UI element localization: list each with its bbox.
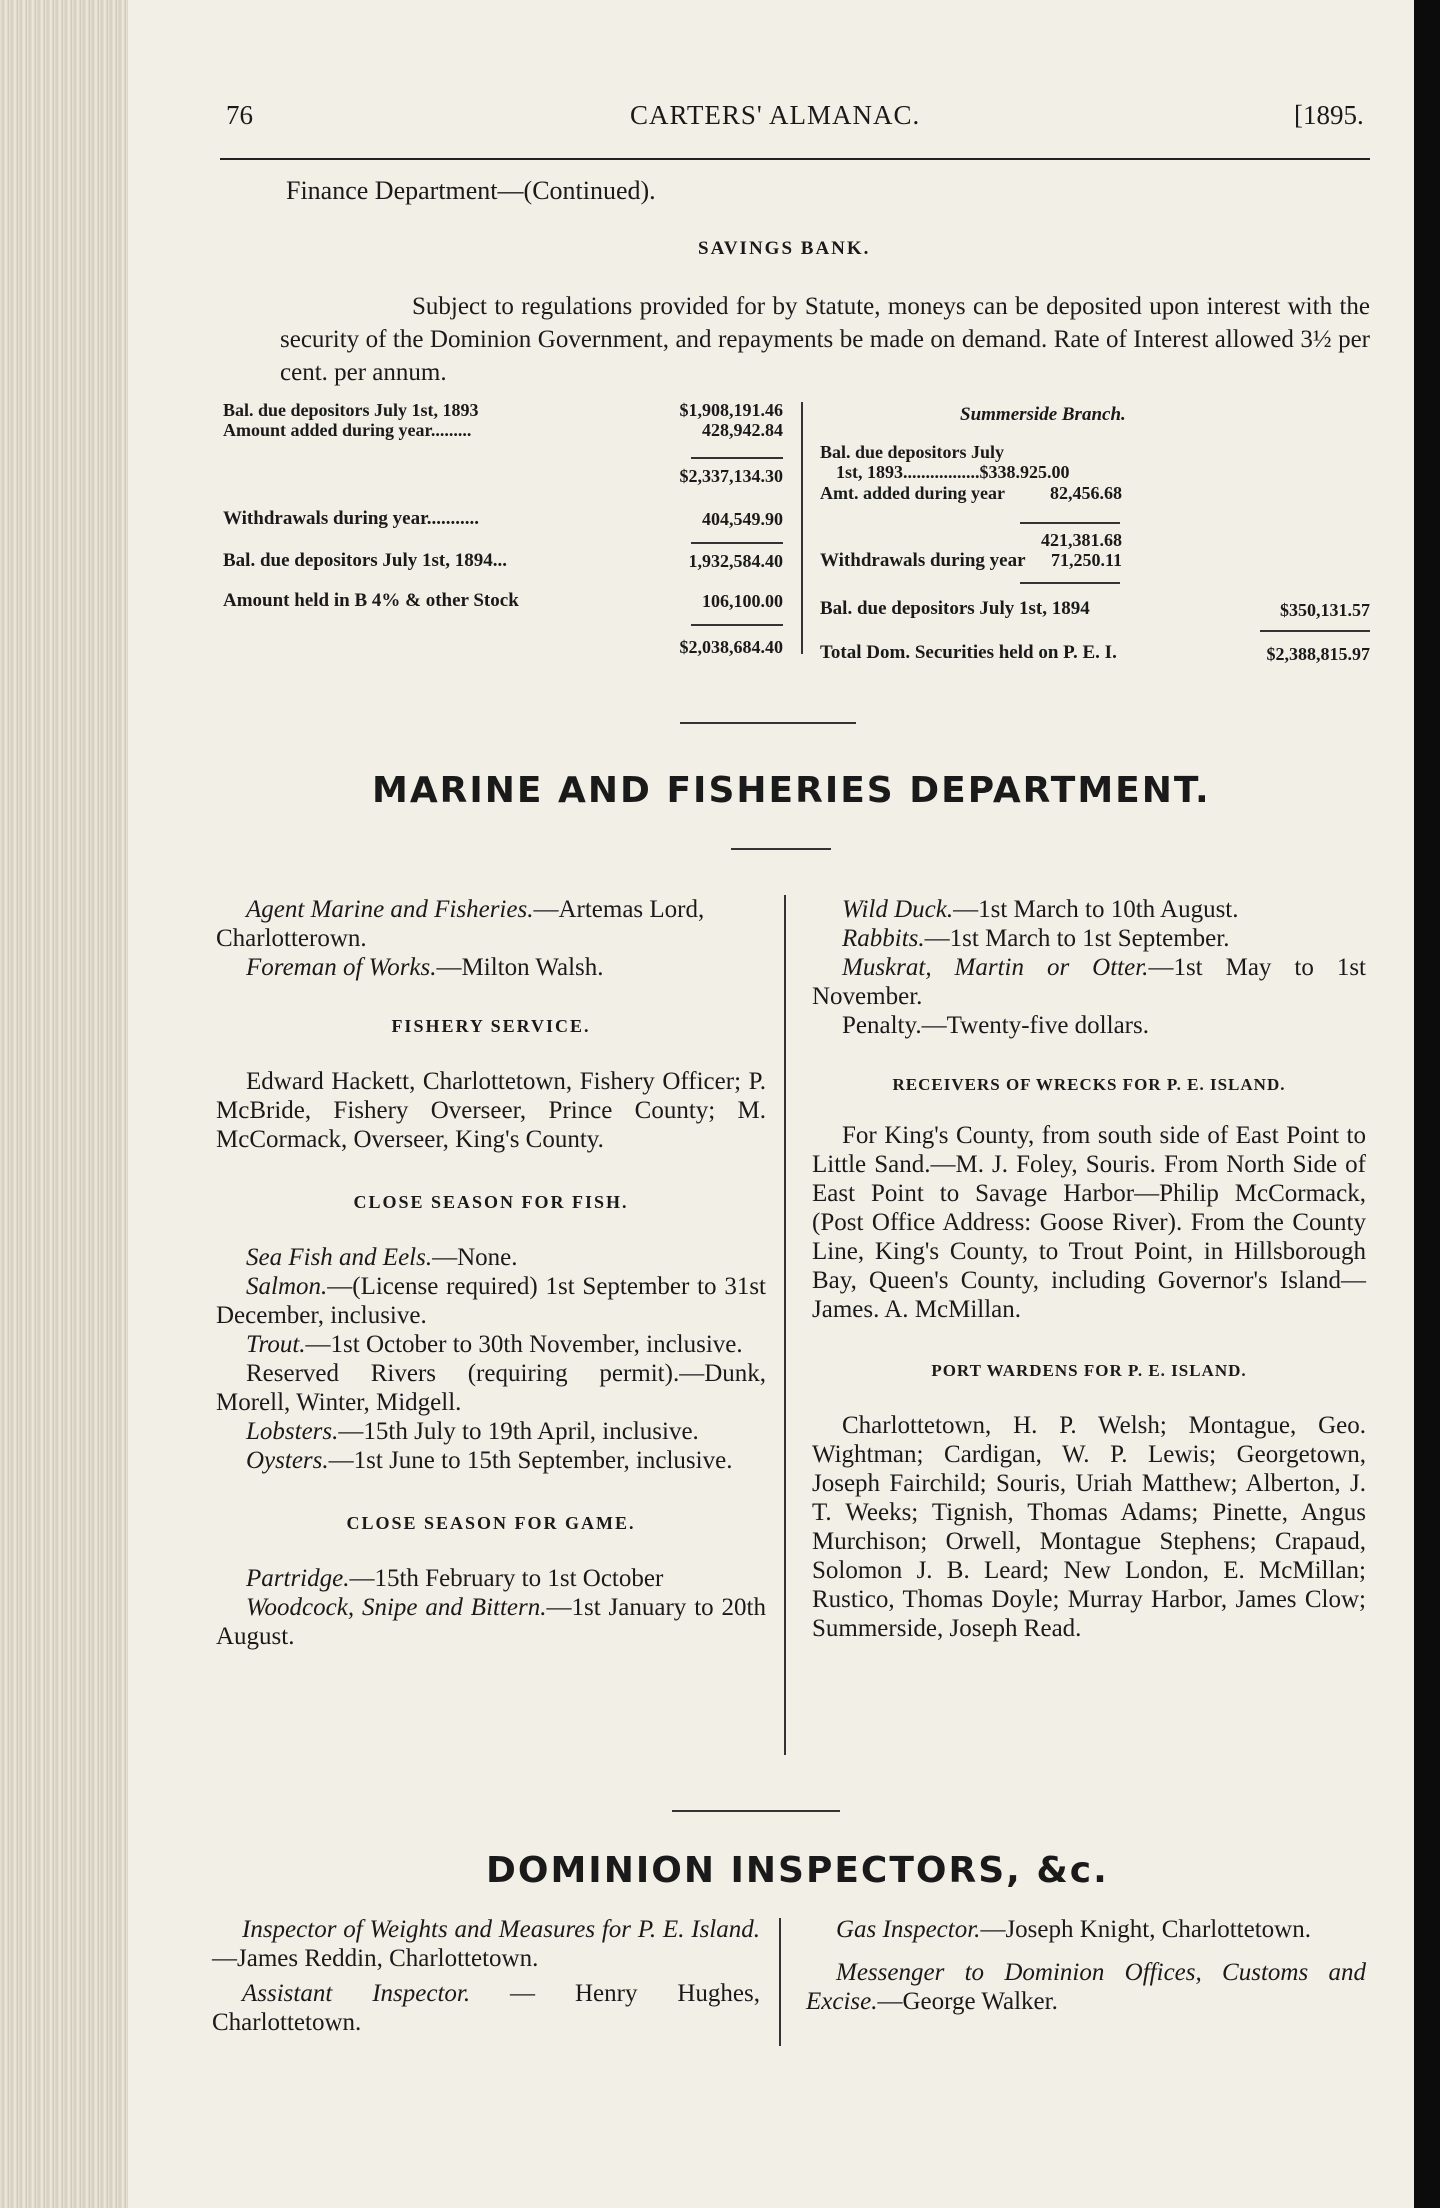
- summerside-title: Summerside Branch.: [960, 404, 1126, 425]
- officer-name: —Joseph Knight, Charlottetown.: [980, 1916, 1311, 1943]
- ledger-amount: 428,942.84: [702, 420, 783, 440]
- office-title: Inspector of Weights and Measures for P. E. Island.: [242, 1916, 760, 1943]
- game-species: Partridge.: [246, 1565, 350, 1592]
- inspector-entry: [806, 1958, 1366, 2016]
- officer-name: —James Reddin, Charlottetown.: [212, 1945, 539, 1972]
- fish-season: —1st June to 15th September, inclusive.: [328, 1447, 733, 1474]
- ledger-label: 1st, 1893.................$338.925.00: [836, 462, 1070, 482]
- office-title: Messenger to Dominion Offices, Customs and Excise.: [806, 1959, 1366, 2015]
- ledger-amount: $2,337,134.30: [679, 466, 783, 486]
- game-entry: [812, 895, 1366, 924]
- ledger-amount: 82,456.68: [1050, 483, 1122, 503]
- receivers-of-wrecks-heading: RECEIVERS OF WRECKS FOR P. E. ISLAND.: [892, 1075, 1286, 1094]
- fish-species: Lobsters.: [246, 1418, 339, 1445]
- fish-entry: [216, 1272, 766, 1330]
- savings-bank-heading: SAVINGS BANK.: [698, 238, 871, 259]
- ledger-label: Withdrawals during year: [820, 550, 1026, 571]
- game-species: Rabbits.: [842, 925, 925, 952]
- receivers-of-wrecks-text: For King's County, from south side of East Point to Little Sand.—M. J. Foley, Souris. From North Side of East Point to Savage Harbor—Philip McCormack, (Post Office Address: Goose River). From the County Line, King's County, to Trout Point, in Hillsborough Bay, Queen's County, including Governor's Island—James. A. McMillan.: [812, 1122, 1366, 1323]
- scan-background: [1414, 0, 1440, 2208]
- fishery-service-heading: FISHERY SERVICE.: [391, 1016, 591, 1036]
- game-species: Muskrat, Martin or Otter.: [842, 954, 1149, 981]
- ledger-label: Amount added during year.........: [223, 420, 472, 440]
- game-entry: [216, 1593, 766, 1651]
- marine-heading: MARINE AND FISHERIES DEPARTMENT.: [372, 770, 1211, 811]
- ledger-amount: 421,381.68: [1041, 530, 1122, 550]
- ledger-label: Bal. due depositors July: [820, 442, 1005, 462]
- agent-name: —Artemas Lord, Charlotterown.: [216, 896, 705, 952]
- ledger-label: Amt. added during year: [820, 483, 1006, 503]
- game-entry: [812, 953, 1366, 1011]
- savings-ledger-left: [223, 400, 783, 670]
- inspector-entry: [806, 1915, 1366, 1944]
- office-title: Assistant Inspector.: [242, 1980, 471, 2007]
- foreman-name: —Milton Walsh.: [436, 954, 604, 981]
- header-rule: [220, 158, 1370, 160]
- fish-season: —15th July to 19th April, inclusive.: [338, 1418, 699, 1445]
- ledger-divider: [801, 402, 803, 654]
- foreman-title: Foreman of Works.: [246, 954, 437, 981]
- running-title: CARTERS' ALMANAC.: [630, 100, 921, 130]
- ledger-label: Amount held in B 4% & other Stock: [223, 590, 519, 611]
- fish-season: —None.: [432, 1244, 518, 1271]
- ledger-rule: [691, 624, 783, 626]
- game-season: —1st March to 10th August.: [953, 896, 1239, 923]
- ledger-rule: [1260, 630, 1370, 632]
- fish-season: —(License required) 1st September to 31st December, inclusive.: [216, 1273, 766, 1329]
- fish-species: Trout.: [246, 1331, 306, 1358]
- savings-intro: Subject to regulations provided for by Statute, moneys can be deposited upon interest with the security of the Dominion Government, and repayments be made on demand. Rate of Interest allowed 3½ per cent. per annum.: [280, 293, 1370, 386]
- section-separator: [672, 1810, 840, 1812]
- ledger-amount: $2,038,684.40: [679, 637, 783, 657]
- section-separator: [680, 722, 856, 724]
- dominion-right-column: [806, 1915, 1366, 2016]
- fish-season: —1st October to 30th November, inclusive.: [305, 1331, 743, 1358]
- officer-name: — Henry Hughes, Charlottetown.: [212, 1980, 760, 2036]
- fish-species: Salmon.: [246, 1273, 328, 1300]
- agent-title: Agent Marine and Fisheries.: [246, 896, 534, 923]
- port-wardens-heading: PORT WARDENS FOR P. E. ISLAND.: [931, 1361, 1247, 1380]
- section-separator: [731, 848, 831, 850]
- page-number: 76: [226, 100, 253, 130]
- ledger-amount: 71,250.11: [1050, 550, 1122, 570]
- fish-species: Sea Fish and Eels.: [246, 1244, 433, 1271]
- fish-entry: [216, 1417, 766, 1446]
- book-binding-edge: [0, 0, 128, 2208]
- ledger-rule: [1020, 582, 1120, 584]
- ledger-rule: [1020, 522, 1120, 524]
- game-species: Woodcock, Snipe and Bittern.: [246, 1594, 547, 1621]
- column-divider: [784, 895, 786, 1755]
- ledger-amount: 404,549.90: [702, 509, 783, 529]
- penalty-entry: [812, 1011, 1366, 1040]
- ledger-amount: 1,932,584.40: [688, 551, 783, 571]
- ledger-label: Bal. due depositors July 1st, 1894...: [223, 550, 507, 571]
- port-wardens-text: Charlottetown, H. P. Welsh; Montague, Geo. Wightman; Cardigan, W. P. Lewis; Georgetown, Joseph Fairchild; Souris, Uriah Matthew; Alberton, J. T. Weeks; Tignish, Thomas Adams; Pinette, Angus Murchison; Orwell, Montague Stephens; Crapaud, Solomon J. B. Leard; New London, E. McMillan; Rustico, Thomas Doyle; Murray Harbor, James Clow; Summerside, Joseph Read.: [812, 1412, 1366, 1642]
- dominion-left-column: [212, 1915, 760, 2037]
- game-season: —1st March to 1st September.: [924, 925, 1230, 952]
- close-season-fish-heading: CLOSE SEASON FOR FISH.: [353, 1192, 629, 1212]
- game-season: —15th February to 1st October: [349, 1565, 664, 1592]
- fish-entry: [216, 1243, 766, 1272]
- almanac-page: [128, 0, 1414, 2208]
- column-divider: [779, 1918, 781, 2046]
- agent-entry: [216, 895, 766, 953]
- office-title: Gas Inspector.: [836, 1916, 981, 1943]
- game-season: —1st January to 20th August.: [216, 1594, 766, 1650]
- marine-left-column: [216, 895, 766, 1651]
- savings-ledger-summerside: [820, 404, 1370, 674]
- ledger-label: Bal. due depositors July 1st, 1893: [223, 400, 479, 420]
- foreman-entry: [216, 953, 766, 982]
- inspector-entry: [212, 1979, 760, 2037]
- fish-entry: [216, 1330, 766, 1359]
- fish-species: Oysters.: [246, 1447, 329, 1474]
- ledger-label: Withdrawals during year...........: [223, 508, 480, 529]
- fishery-service-text: Edward Hackett, Charlottetown, Fishery Officer; P. McBride, Fishery Overseer, Prince County; M. McCormack, Overseer, King's County.: [216, 1068, 766, 1153]
- inspector-entry: [212, 1915, 760, 1973]
- game-entry: [812, 924, 1366, 953]
- ledger-amount: 106,100.00: [702, 591, 783, 611]
- finance-continued-heading: Finance Department—(Continued).: [286, 176, 656, 205]
- dominion-heading: DOMINION INSPECTORS, &c.: [486, 1850, 1109, 1891]
- officer-name: —George Walker.: [877, 1988, 1058, 2015]
- game-species: Wild Duck.: [842, 896, 954, 923]
- game-entry: [216, 1564, 766, 1593]
- close-season-game-heading: CLOSE SEASON FOR GAME.: [346, 1513, 636, 1533]
- ledger-amount: $1,908,191.46: [679, 400, 783, 420]
- ledger-label: Total Dom. Securities held on P. E. I.: [820, 642, 1117, 663]
- ledger-rule: [691, 457, 783, 459]
- fish-season: Reserved Rivers (requiring permit).—Dunk, Morell, Winter, Midgell.: [216, 1360, 766, 1416]
- fish-entry: [216, 1446, 766, 1475]
- game-season: —1st May to 1st November.: [812, 954, 1366, 1010]
- fish-entry: [216, 1359, 766, 1417]
- penalty-text: Penalty.—Twenty-five dollars.: [842, 1012, 1149, 1039]
- marine-right-column: [812, 895, 1366, 1643]
- ledger-amount: $350,131.57: [1280, 600, 1370, 620]
- ledger-amount: $2,388,815.97: [1266, 644, 1370, 664]
- ledger-rule: [691, 542, 783, 544]
- year-label: [1895.: [1294, 100, 1364, 130]
- ledger-label: Bal. due depositors July 1st, 1894: [820, 598, 1090, 619]
